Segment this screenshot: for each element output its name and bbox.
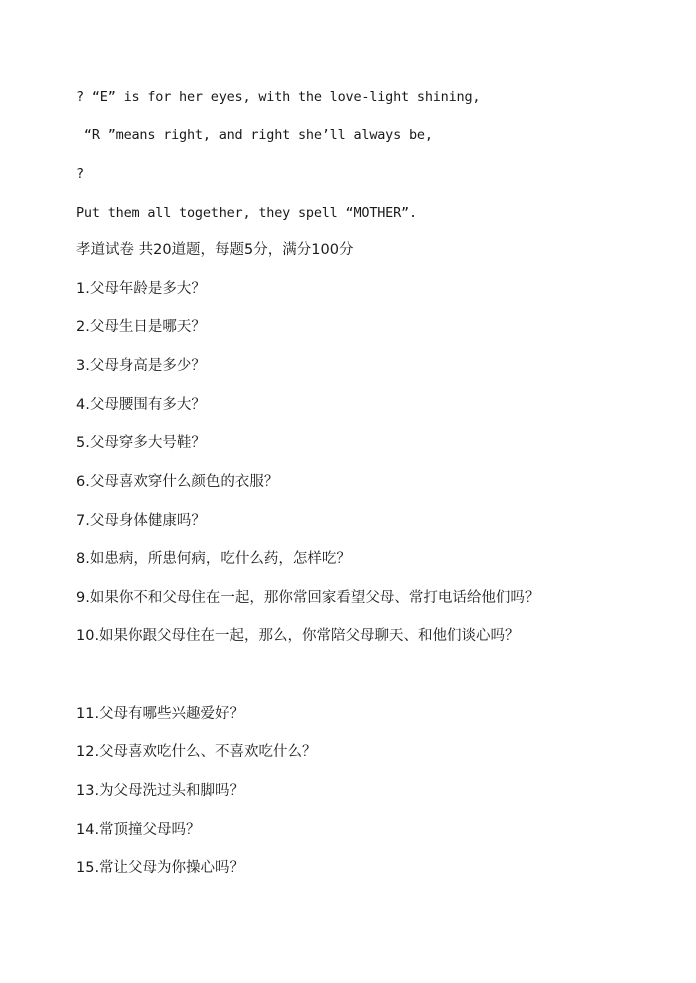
poem-line-mother: Put them all together, they spell “MOTHER”. — [76, 205, 417, 221]
quiz-question-12: 12.父母喜欢吃什么、不喜欢吃什么？ — [76, 744, 317, 760]
quiz-question-3: 3.父母身高是多少？ — [76, 358, 206, 374]
quiz-question-10: 10.如果你跟父母住在一起，那么，你常陪父母聊天、和他们谈心吗？ — [76, 628, 520, 644]
quiz-heading: 孝道试卷 共20道题，每题5分，满分100分 — [76, 242, 354, 258]
quiz-question-9: 9.如果你不和父母住在一起，那你常回家看望父母、常打电话给他们吗？ — [76, 590, 540, 606]
quiz-question-11: 11.父母有哪些兴趣爱好？ — [76, 706, 245, 722]
quiz-question-6: 6.父母喜欢穿什么颜色的衣服？ — [76, 474, 279, 490]
quiz-question-7: 7.父母身体健康吗？ — [76, 513, 206, 529]
quiz-question-15: 15.常让父母为你操心吗？ — [76, 860, 245, 876]
quiz-question-13: 13.为父母洗过头和脚吗？ — [76, 783, 245, 799]
quiz-question-5: 5.父母穿多大号鞋？ — [76, 435, 206, 451]
quiz-question-14: 14.常顶撞父母吗？ — [76, 822, 201, 838]
quiz-question-1: 1.父母年龄是多大？ — [76, 281, 206, 297]
poem-line-r: “R ”means right, and right she’ll always be, — [76, 127, 433, 143]
poem-line-e: ? “E” is for her eyes, with the love-light shining, — [76, 89, 481, 105]
quiz-question-4: 4.父母腰围有多大？ — [76, 397, 206, 413]
quiz-question-8: 8.如患病，所患何病，吃什么药，怎样吃？ — [76, 551, 351, 567]
quiz-question-2: 2.父母生日是哪天？ — [76, 319, 206, 335]
poem-line-question-mark: ? — [76, 166, 84, 182]
